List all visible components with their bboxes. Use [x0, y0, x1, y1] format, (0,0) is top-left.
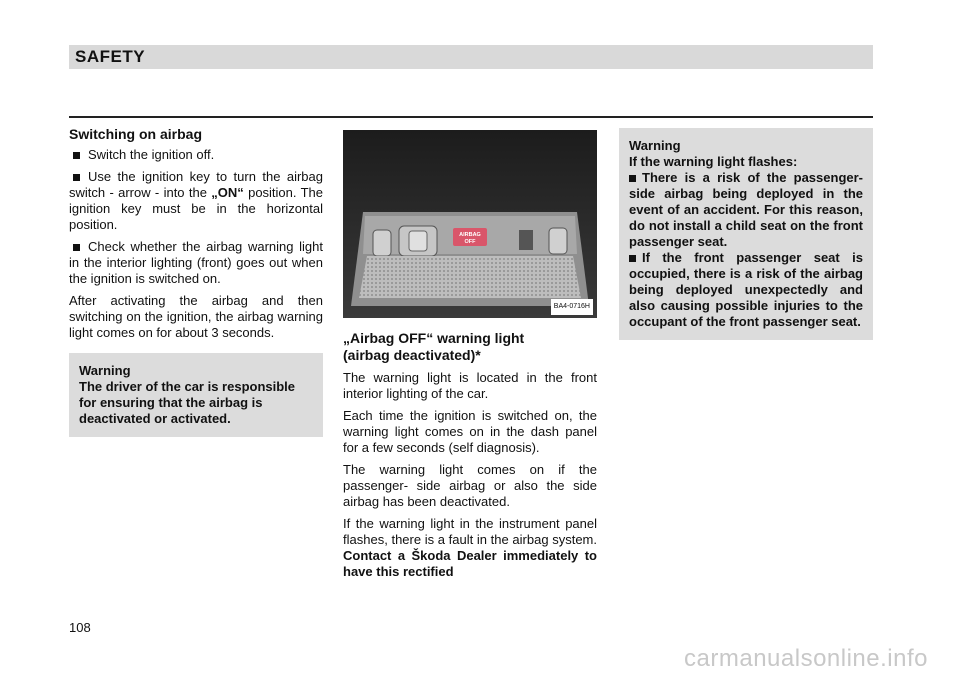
heading-switching-on-airbag: Switching on airbag — [69, 126, 203, 142]
paragraph-text: If the warning light in the instrument panel flashes, there is a fault in the airbag system. — [343, 516, 597, 547]
warning-item — [629, 250, 863, 330]
paragraph: After activating the airbag and then switching on the ignition, the airbag warning light comes on for about 3 seconds. — [69, 293, 323, 340]
paragraph — [343, 516, 597, 580]
bullet-item — [69, 169, 323, 233]
bullet-item — [69, 147, 323, 163]
column-middle — [343, 130, 597, 586]
column-right — [619, 130, 873, 340]
paragraph: Each time the ignition is switched on, the warning light comes on in the dash panel for a few seconds (self diagnosis). — [343, 408, 597, 455]
page-number: 108 — [69, 620, 91, 635]
interior-light-illustration — [343, 130, 597, 318]
bullet-square-icon — [629, 255, 636, 262]
bullet-square-icon — [629, 175, 636, 182]
figure-code: BA4-0716H — [551, 299, 593, 315]
warning-text: The driver of the car is responsible for ensuring that the airbag is deactivated or activated. — [79, 379, 296, 426]
bullet-text: Switch the ignition off. — [88, 147, 215, 162]
divider-rule — [69, 116, 873, 118]
warning-item-text: If the front passenger seat is occupied, there is a risk of the airbag being deployed unexpectedly and also causing possible injuries to the occupant of the front passenger seat. — [629, 250, 863, 329]
heading-line: (airbag deactivated)* — [343, 347, 481, 363]
paragraph-bold-text: Contact a Škoda Dealer immediately to have this rectified — [343, 548, 597, 579]
airbag-label-line2: OFF — [464, 239, 476, 245]
warning-box — [69, 353, 323, 437]
bullet-item — [69, 239, 323, 287]
warning-title: Warning — [629, 138, 681, 153]
heading-line: „Airbag OFF“ warning light — [343, 330, 525, 346]
column-left — [69, 126, 323, 437]
bullet-square-icon — [73, 244, 80, 251]
warning-box — [619, 128, 873, 340]
warning-subtitle: If the warning light flashes: — [629, 154, 798, 169]
paragraph: The warning light is located in the front interior lighting of the car. — [343, 370, 597, 401]
section-title: SAFETY — [75, 47, 146, 66]
watermark: carmanualsonline.info — [684, 645, 928, 672]
figure-airbag-off-light — [343, 130, 597, 318]
airbag-label-line1: AIRBAG — [459, 232, 481, 238]
bullet-square-icon — [73, 174, 80, 181]
warning-item — [629, 170, 863, 250]
warning-title: Warning — [79, 363, 131, 378]
bullet-square-icon — [73, 152, 80, 159]
bullet-bold-text: „ON“ — [211, 185, 244, 200]
bullet-text: Use the ignition key to turn the airbag switch - arrow - into the — [69, 169, 323, 200]
paragraph: The warning light comes on if the passenger- side airbag or also the side airbag has been deactivated. — [343, 462, 597, 509]
bullet-text: Check whether the airbag warning light in the interior lighting (front) goes out when the ignition is switched on. — [69, 239, 323, 286]
warning-item-text: There is a risk of the passenger-side airbag being deployed in the event of an accident. For this reason, do not install a child seat on the front passenger seat. — [629, 170, 863, 249]
header-band — [69, 45, 873, 69]
bullet-text: position. The ignition key must be in the horizontal position. — [69, 185, 323, 232]
heading-airbag-off-light — [343, 330, 597, 364]
